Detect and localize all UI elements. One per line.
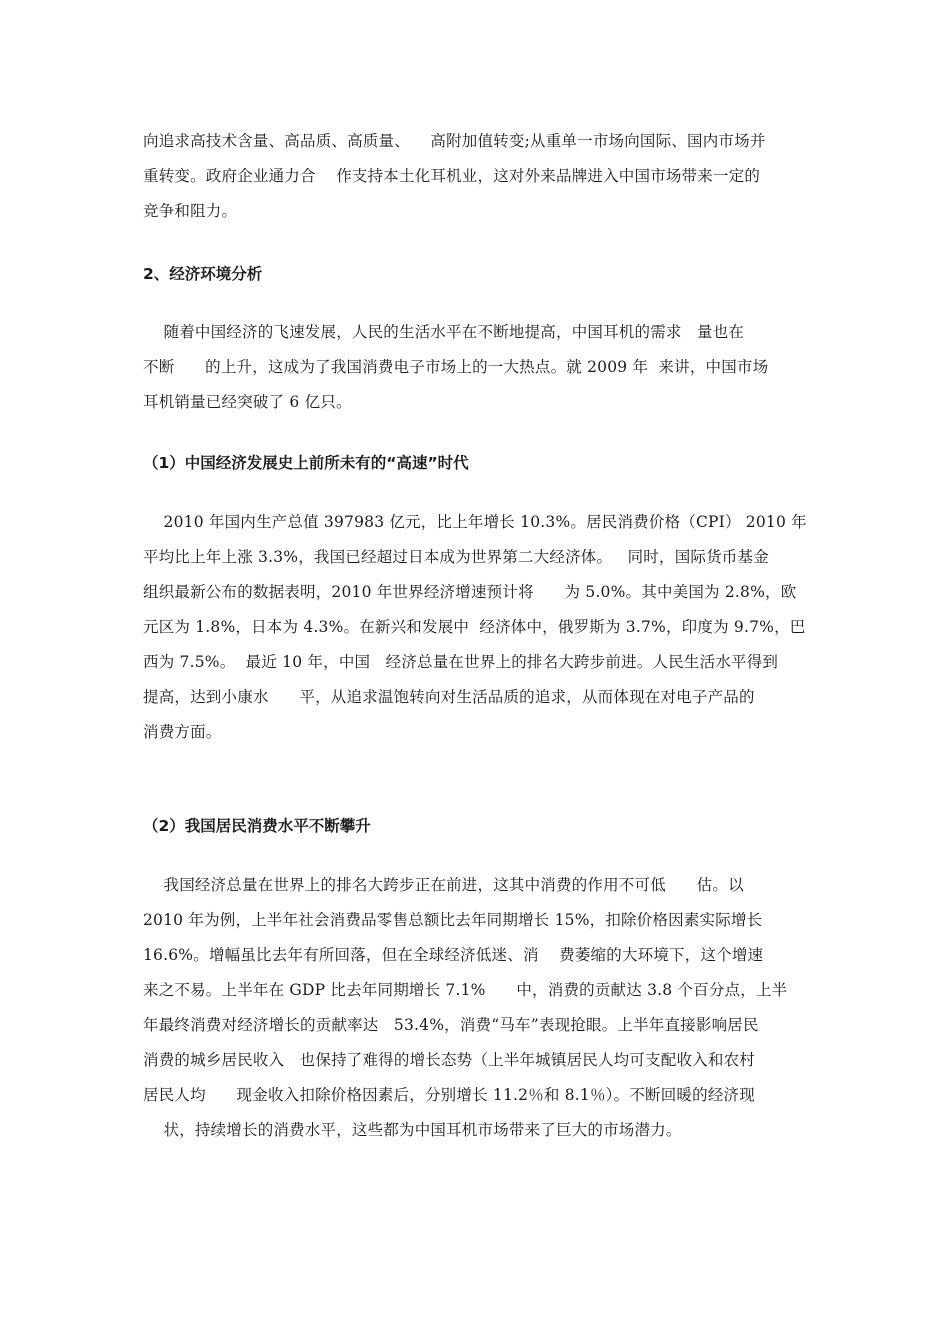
paragraph-line: 来之不易。上半年在 GDP 比去年同期增长 7.1% 中，消费的贡献达 3.8 个百分点，上半 <box>143 981 788 999</box>
paragraph-line: 消费的城乡居民收入 也保持了难得的增长态势（上半年城镇居民人均可支配收入和农村 <box>143 1051 755 1069</box>
paragraph-line: 年最终消费对经济增长的贡献率达 53.4%，消费“马车”表现抢眼。上半年直接影响居民 <box>143 1016 759 1034</box>
paragraph-line: 不断 的上升，这成为了我国消费电子市场上的一大热点。就 2009 年 来讲，中国市场 <box>143 358 769 376</box>
paragraph-line: 2010 年国内生产总值 397983 亿元，比上年增长 10.3%。居民消费价格（CPI） 2010 年 <box>143 513 807 531</box>
subsection-heading-consumption-level: （2）我国居民消费水平不断攀升 <box>143 817 371 835</box>
paragraph-line: 组织最新公布的数据表明，2010 年世界经济增速预计将 为 5.0%。其中美国为 2.8%，欧 <box>143 583 797 601</box>
paragraph-line: 居民人均 现金收入扣除价格因素后，分别增长 11.2％和 8.1％）。不断回暖的经济现 <box>143 1086 755 1104</box>
consumption-level-paragraph <box>143 868 815 1148</box>
paragraph-line: 耳机销量已经突破了 6 亿只。 <box>143 393 352 411</box>
subsection-heading-high-speed-era: （1）中国经济发展史上前所未有的“高速”时代 <box>143 454 469 472</box>
economic-environment-paragraph <box>143 315 815 420</box>
paragraph-line: 平均比上年上涨 3.3%，我国已经超过日本成为世界第二大经济体。 同时，国际货币基金 <box>143 548 769 566</box>
paragraph-line: 16.6%。增幅虽比去年有所回落，但在全球经济低迷、消 费萎缩的大环境下，这个增速 <box>143 946 764 964</box>
intro-paragraph <box>143 124 815 229</box>
section-heading-economic-environment: 2、经济环境分析 <box>143 265 263 283</box>
paragraph-line: 重转变。政府企业通力合 作支持本土化耳机业，这对外来品牌进入中国市场带来一定的 <box>143 167 761 185</box>
paragraph-line: 状，持续增长的消费水平，这些都为中国耳机市场带来了巨大的市场潜力。 <box>143 1121 682 1139</box>
paragraph-line: 提高，达到小康水 平，从追求温饱转向对生活品质的追求，从而体现在对电子产品的 <box>143 688 755 706</box>
paragraph-line: 向追求高技术含量、高品质、高质量、 高附加值转变;从重单一市场向国际、国内市场并 <box>143 132 766 150</box>
paragraph-line: 我国经济总量在世界上的排名大跨步正在前进，这其中消费的作用不可低 估。以 <box>143 876 744 894</box>
paragraph-line: 竞争和阻力。 <box>143 202 238 220</box>
paragraph-line: 元区为 1.8%，日本为 4.3%。在新兴和发展中 经济体中，俄罗斯为 3.7%，印度为 9.7%，巴 <box>143 618 806 636</box>
paragraph-line: 西为 7.5%。 最近 10 年，中国 经济总量在世界上的排名大跨步前进。人民生活水平得到 <box>143 653 779 671</box>
high-speed-era-paragraph <box>143 505 815 750</box>
paragraph-line: 2010 年为例，上半年社会消费品零售总额比去年同期增长 15%，扣除价格因素实际增长 <box>143 911 763 929</box>
paragraph-line: 消费方面。 <box>143 723 222 741</box>
paragraph-line: 随着中国经济的飞速发展，人民的生活水平在不断地提高，中国耳机的需求 量也在 <box>143 323 745 341</box>
